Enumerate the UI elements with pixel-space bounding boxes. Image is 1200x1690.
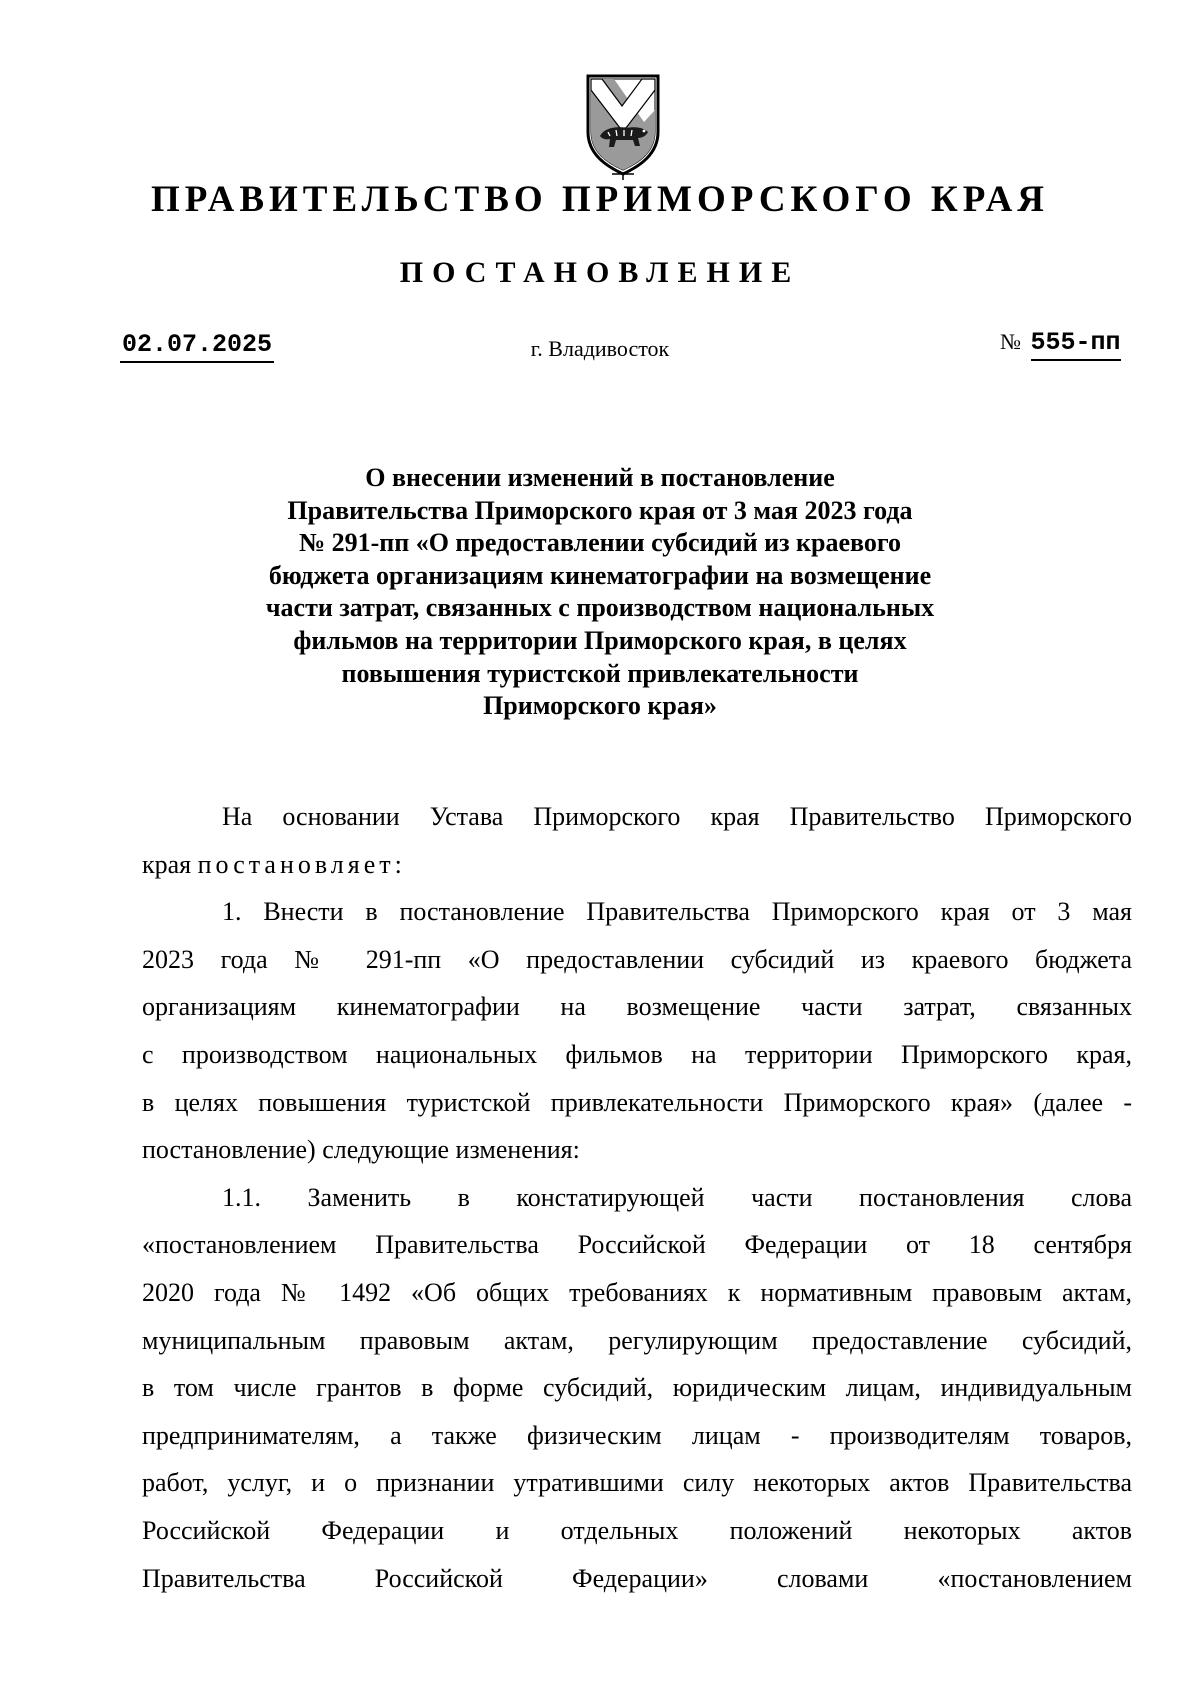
- body-line: 1.1. Заменить в констатирующей части постановления слова: [222, 1182, 1132, 1212]
- body-line: работ, услуг, и о признании утратившими силу некоторых актов Правительства: [142, 1468, 1132, 1498]
- heading-line: фильмов на территории Приморского края, в целях: [293, 625, 907, 655]
- number-prefix: №: [1000, 329, 1021, 354]
- body-line: 1. Внести в постановление Правительства Приморского края от 3 мая: [222, 897, 1132, 927]
- document-type: ПОСТАНОВЛЕНИЕ: [399, 256, 801, 289]
- body-line: организациям кинематографии на возмещение части затрат, связанных: [142, 992, 1132, 1022]
- document-body: [142, 793, 1132, 1602]
- body-line: с производством национальных фильмов на территории Приморского края,: [142, 1039, 1132, 1069]
- body-line-colon: :: [394, 849, 402, 879]
- body-line: 2023 года № 291-пп «О предоставлении субсидий из краевого бюджета: [142, 944, 1132, 974]
- heading-line: повышения туристской привлекательности: [341, 658, 859, 688]
- heading-line: Приморского края»: [483, 691, 717, 721]
- number-value: 555-пп: [1031, 328, 1121, 361]
- primorsky-krai-coat-of-arms-emblem: [582, 70, 664, 182]
- document-date: 02.07.2025: [120, 330, 274, 363]
- heading-line: Правительства Приморского края от 3 мая 2023 года: [287, 495, 913, 525]
- document-city: г. Владивосток: [530, 336, 670, 361]
- heading-line: О внесении изменений в постановление: [365, 463, 835, 492]
- body-line: Правительства Российской Федерации» словами «постановлением: [142, 1563, 1132, 1593]
- body-line: предпринимателям, а также физическим лицам - производителям товаров,: [142, 1420, 1132, 1450]
- body-line: в том числе грантов в форме субсидий, юридическим лицам, индивидуальным: [142, 1373, 1132, 1403]
- body-line: муниципальным правовым актам, регулирующим предоставление субсидий,: [142, 1325, 1132, 1355]
- body-line: Российской Федерации и отдельных положений некоторых актов: [142, 1515, 1132, 1545]
- heading-line: бюджета организациям кинематографии на возмещение: [268, 560, 932, 590]
- heading-line: № 291-пп «О предоставлении субсидий из краевого: [298, 528, 902, 558]
- body-line: [142, 841, 1132, 889]
- document-heading: [180, 462, 1020, 723]
- body-line: На основании Устава Приморского края Правительство Приморского: [222, 802, 1132, 831]
- body-line: «постановлением Правительства Российской Федерации от 18 сентября: [142, 1230, 1132, 1260]
- spaced-verb: постановляет: [197, 849, 395, 879]
- body-line: 2020 года № 1492 «Об общих требованиях к нормативным правовым актам,: [142, 1277, 1132, 1307]
- body-line: в целях повышения туристской привлекательности Приморского края» (далее -: [142, 1087, 1132, 1117]
- body-line: постановление) следующие изменения:: [142, 1135, 580, 1165]
- document-number: [1000, 328, 1121, 357]
- heading-line: части затрат, связанных с производством национальных: [265, 593, 935, 623]
- body-line-text: края: [142, 849, 198, 879]
- government-title: ПРАВИТЕЛЬСТВО ПРИМОРСКОГО КРАЯ: [150, 179, 1050, 220]
